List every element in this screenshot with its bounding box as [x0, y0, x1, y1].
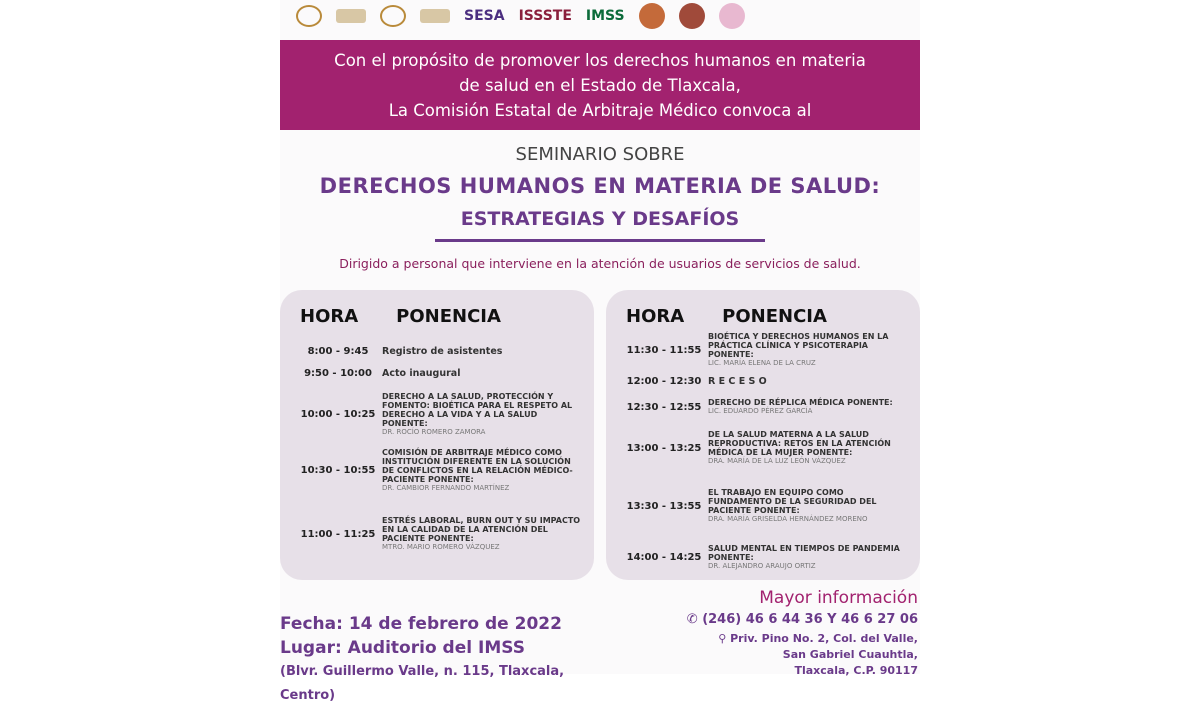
schedule-row — [620, 544, 910, 571]
session-time: 11:00 - 11:25 — [300, 528, 376, 540]
seminar-label: SEMINARIO SOBRE — [515, 144, 685, 165]
talk-title: COMISIÓN DE ARBITRAJE MÉDICO COMO INSTITUCIÓN DIFERENTE EN LA SOLUCIÓN DE CONFLICTOS EN LA RELACIÓN MÉDICO-PACIENTE PONENTE: — [382, 448, 573, 484]
poster — [280, 0, 920, 703]
hora-header: HORA — [300, 306, 359, 327]
institution-seal-icon — [639, 3, 665, 29]
talk-speaker: DRA. MARÍA GRISELDA HERNÁNDEZ MORENO — [708, 515, 868, 523]
phone-icon: ✆ — [686, 612, 698, 627]
ponencia-header: PONENCIA — [396, 306, 501, 327]
audience-note: Dirigido a personal que interviene en la atención de usuarios de servicios de salud. — [339, 256, 861, 271]
schedule-row — [294, 346, 584, 357]
talk-speaker: DR. CAMBIOR FERNANDO MARTÍNEZ — [382, 484, 510, 492]
session-time: 10:30 - 10:55 — [300, 465, 376, 476]
contact-title: Mayor información — [759, 588, 918, 608]
session-talk — [708, 488, 910, 524]
issste-logo: ISSSTE — [518, 8, 572, 24]
event-address: (Blvr. Guillermo Valle, n. 115, Tlaxcala, Centro) — [280, 664, 565, 703]
talk-title: DERECHO DE RÉPLICA MÉDICA PONENTE: — [708, 398, 893, 407]
banner-line-1: Con el propósito de promover los derechos humanos en materia — [334, 51, 866, 70]
session-talk — [708, 430, 910, 466]
talk-title: Acto inaugural — [382, 368, 461, 379]
title-divider — [435, 239, 765, 242]
phone-number: (246) 46 6 44 36 Y 46 6 27 06 — [702, 612, 918, 627]
session-time: 13:30 - 13:55 — [626, 500, 702, 512]
imss-logo: IMSS — [585, 8, 625, 24]
university-seal-icon — [679, 3, 705, 29]
gobierno-seal-icon — [380, 5, 406, 27]
codhet-logo-icon — [420, 9, 450, 23]
session-time: 12:00 - 12:30 — [626, 376, 702, 387]
contact-info — [610, 588, 918, 679]
hora-header: HORA — [626, 306, 685, 327]
talk-speaker: LIC. EDUARDO PÉREZ GARCÍA — [708, 407, 813, 415]
session-talk — [382, 392, 584, 437]
talk-title: DERECHO A LA SALUD, PROTECCIÓN Y FOMENTO: BIOÉTICA PARA EL RESPETO AL DERECHO A LA VIDA Y A LA SALUD PONENTE: — [382, 392, 573, 428]
session-time: 11:30 - 11:55 — [626, 344, 702, 356]
talk-speaker: LIC. MARÍA ELENA DE LA CRUZ — [708, 359, 816, 367]
session-time: 9:50 - 10:00 — [304, 368, 372, 379]
schedule-card-left — [280, 290, 594, 580]
talk-title: R E C E S O — [708, 376, 767, 387]
schedule-row — [620, 376, 910, 387]
seminar-title: DERECHOS HUMANOS EN MATERIA DE SALUD: — [319, 174, 881, 198]
event-place: Lugar: Auditorio del IMSS — [280, 638, 525, 658]
schedule-row — [294, 516, 584, 552]
address-line-1: Priv. Pino No. 2, Col. del Valle, — [730, 632, 918, 645]
schedule-row — [294, 448, 584, 493]
session-talk — [708, 377, 910, 386]
schedule-header — [300, 306, 501, 327]
schedule-row — [620, 332, 910, 368]
session-talk — [708, 332, 910, 368]
session-talk — [708, 398, 910, 416]
banner-line-3: La Comisión Estatal de Arbitraje Médico convoca al — [388, 101, 812, 120]
address-line-2: San Gabriel Cuauhtla, — [782, 648, 918, 661]
schedule-row — [620, 430, 910, 466]
contact-address — [610, 631, 918, 679]
intro-banner — [280, 40, 920, 130]
schedule-row — [620, 488, 910, 524]
talk-speaker: MTRO. MARIO ROMERO VÁZQUEZ — [382, 543, 500, 551]
logo-strip — [280, 0, 920, 32]
tlaxcala-seal-icon — [296, 5, 322, 27]
cesamed-logo-icon — [336, 9, 366, 23]
schedule-row — [294, 368, 584, 379]
talk-title: SALUD MENTAL EN TIEMPOS DE PANDEMIA PONENTE: — [708, 544, 900, 562]
schedule-row — [620, 398, 910, 416]
session-time: 12:30 - 12:55 — [626, 401, 702, 413]
banner-line-2: de salud en el Estado de Tlaxcala, — [459, 76, 741, 95]
talk-speaker: DRA. MARÍA DE LA LUZ LEÓN VÁZQUEZ — [708, 457, 846, 465]
contact-phone — [610, 612, 918, 627]
seminar-subtitle: ESTRATEGIAS Y DESAFÍOS — [460, 208, 740, 230]
session-talk — [382, 347, 584, 356]
session-talk — [708, 544, 910, 571]
session-talk — [382, 516, 584, 552]
event-date: Fecha: 14 de febrero de 2022 — [280, 614, 562, 634]
talk-speaker: DR. ROCÍO ROMERO ZAMORA — [382, 428, 486, 436]
session-time: 13:00 - 13:25 — [626, 442, 702, 454]
location-pin-icon: ⚲ — [718, 632, 731, 645]
session-time: 10:00 - 10:25 — [300, 409, 376, 420]
schedule-card-right — [606, 290, 920, 580]
commission-seal-icon — [719, 3, 745, 29]
event-info — [280, 612, 610, 708]
session-time: 8:00 - 9:45 — [307, 346, 369, 357]
talk-title: EL TRABAJO EN EQUIPO COMO FUNDAMENTO DE LA SEGURIDAD DEL PACIENTE PONENTE: — [708, 488, 877, 515]
session-talk — [382, 448, 584, 493]
talk-title: ESTRÉS LABORAL, BURN OUT Y SU IMPACTO EN LA CALIDAD DE LA ATENCIÓN DEL PACIENTE PONENTE: — [382, 516, 581, 543]
schedule-header — [626, 306, 827, 327]
talk-title: Registro de asistentes — [382, 346, 503, 357]
session-time: 14:00 - 14:25 — [626, 552, 702, 563]
session-talk — [382, 369, 584, 378]
sesa-logo: SESA — [464, 8, 505, 24]
schedule-row — [294, 392, 584, 437]
address-line-3: Tlaxcala, C.P. 90117 — [794, 664, 918, 677]
talk-speaker: DR. ALEJANDRO ARAUJO ORTIZ — [708, 562, 816, 570]
talk-title: DE LA SALUD MATERNA A LA SALUD REPRODUCTIVA: RETOS EN LA ATENCIÓN MÉDICA DE LA MUJER PONENTE: — [708, 430, 891, 457]
talk-title: BIOÉTICA Y DERECHOS HUMANOS EN LA PRÁCTICA CLÍNICA Y PSICOTERAPIA PONENTE: — [708, 332, 889, 359]
ponencia-header: PONENCIA — [722, 306, 827, 327]
